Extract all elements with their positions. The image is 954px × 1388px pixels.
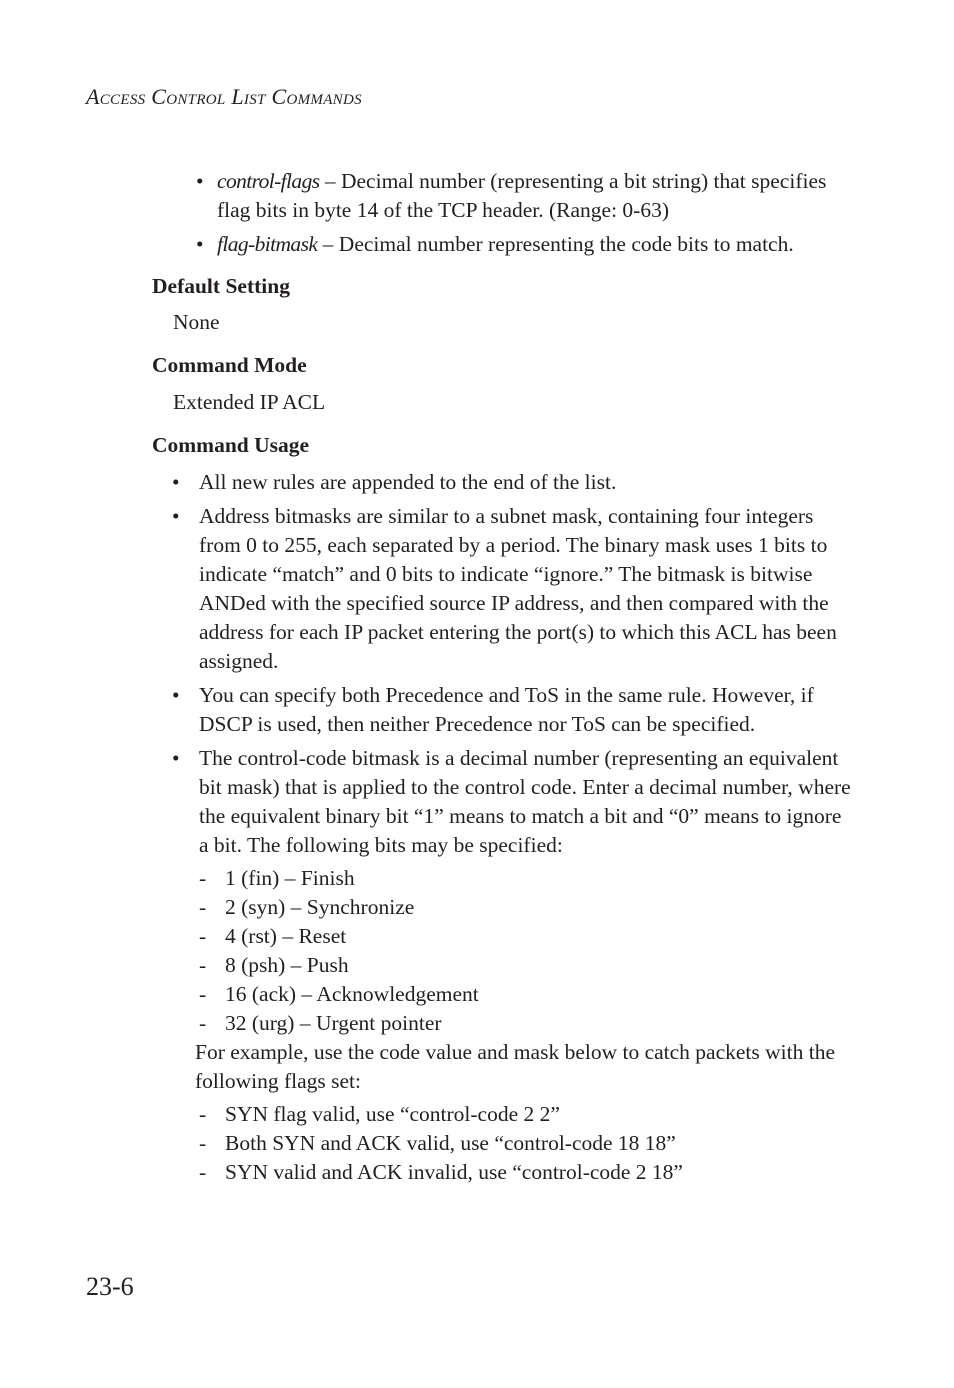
usage-item — [172, 468, 852, 497]
usage-item — [172, 744, 852, 1187]
bullet-icon: • — [172, 470, 180, 494]
usage-text: You can specify both Precedence and ToS in the same rule. However, if DSCP is used, then neither Precedence nor ToS can be specified. — [199, 683, 830, 736]
bullet-icon: • — [196, 232, 204, 256]
header-word: COMMANDS — [271, 84, 362, 109]
header-word: ACCESS — [86, 84, 146, 109]
parameter-item — [196, 230, 856, 259]
header-word: LIST — [231, 84, 266, 109]
control-bit-item: - 8 (psh) – Push — [199, 953, 349, 977]
command-mode-value: Extended IP ACL — [173, 390, 326, 414]
parameter-list — [196, 167, 856, 264]
example-intro: For example, use the code value and mask below to catch packets with the following flags set: — [195, 1040, 836, 1093]
bullet-icon: • — [172, 746, 180, 770]
default-setting-heading: Default Setting — [152, 274, 290, 298]
usage-item — [172, 681, 852, 739]
control-bit-item: - 2 (syn) – Synchronize — [199, 895, 415, 919]
command-usage-list — [172, 468, 852, 1192]
header-word: CONTROL — [151, 84, 226, 109]
control-bit-item: - 4 (rst) – Reset — [199, 924, 347, 948]
control-bit-item: - 1 (fin) – Finish — [199, 866, 355, 890]
usage-item — [172, 502, 852, 676]
command-usage-heading: Command Usage — [152, 433, 310, 457]
parameter-description: – Decimal number (representing a bit string) that specifies flag bits in byte 14 of the TCP header. (Range: 0-63) — [217, 169, 827, 222]
bullet-icon: • — [172, 504, 180, 528]
control-bits-list — [199, 864, 852, 1038]
usage-text: All new rules are appended to the end of the list. — [199, 470, 617, 494]
usage-text: Address bitmasks are similar to a subnet mask, containing four integers from 0 to 255, each separated by a period. The binary mask uses 1 bits to indicate “match” and 0 bits to indicate “ignore.” The bitmask is bitwise ANDed with the specified source IP address, and then compared with the address for each IP packet entering the port(s) to which this ACL has been assigned. — [199, 504, 837, 673]
page-number: 23-6 — [86, 1272, 134, 1301]
example-item: - SYN flag valid, use “control-code 2 2” — [199, 1102, 560, 1126]
parameter-item — [196, 167, 856, 225]
command-mode-heading: Command Mode — [152, 353, 307, 377]
parameter-term: flag-bitmask — [217, 232, 318, 256]
example-list — [199, 1100, 852, 1187]
example-item: - Both SYN and ACK valid, use “control-code 18 18” — [199, 1131, 676, 1155]
parameter-description: – Decimal number representing the code bits to match. — [317, 232, 794, 256]
control-bit-item: - 16 (ack) – Acknowledgement — [199, 982, 479, 1006]
example-item: - SYN valid and ACK invalid, use “control-code 2 18” — [199, 1160, 683, 1184]
bullet-icon: • — [172, 683, 180, 707]
usage-text: The control-code bitmask is a decimal number (representing an equivalent bit mask) that is applied to the control code. Enter a decimal number, where the equivalent binary bit “1” means to match a bit and “0” means to ignore a bit. The following bits may be specified: — [199, 746, 851, 857]
default-setting-value: None — [173, 310, 220, 334]
control-bit-item: - 32 (urg) – Urgent pointer — [199, 1011, 442, 1035]
running-header — [86, 84, 362, 110]
parameter-term: control-flags — [217, 169, 320, 193]
bullet-icon: • — [196, 169, 204, 193]
